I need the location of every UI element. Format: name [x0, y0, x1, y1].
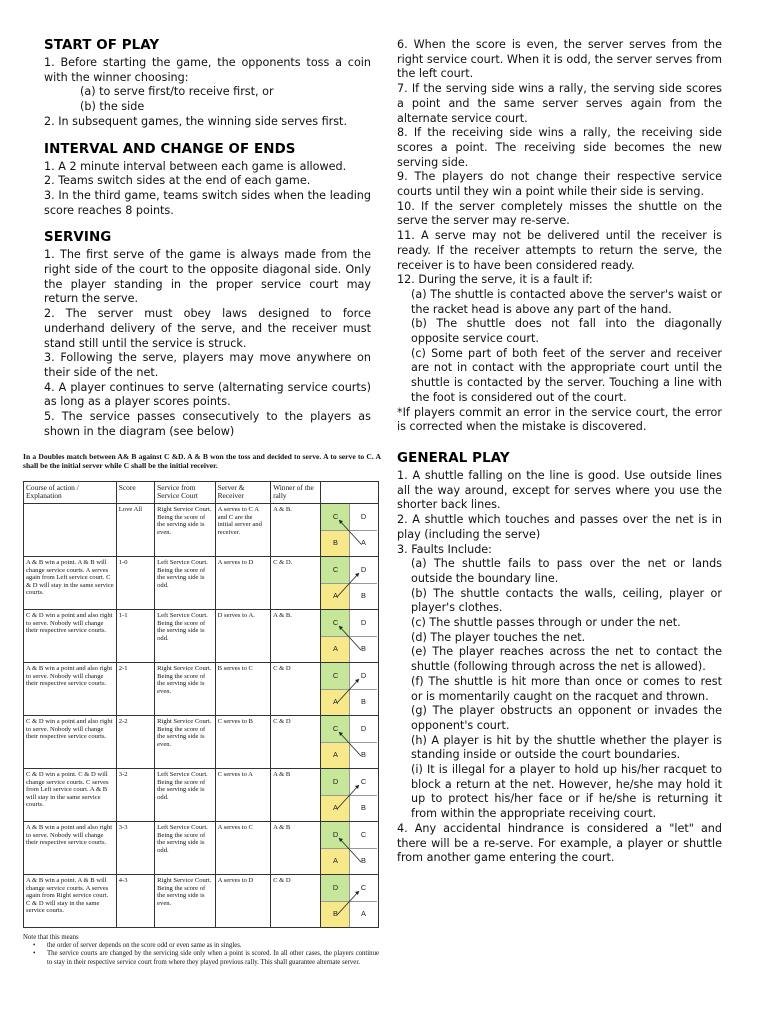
cell-service: Right Service Court. Being the score of the serving side is even. [155, 716, 216, 769]
general-fault: (b) The shuttle contacts the walls, ceiling, player or player's clothes. [411, 586, 722, 615]
court-diagram [321, 716, 379, 769]
court-diagram [321, 822, 379, 875]
cell-action: A & B win a point. A & B will change service courts. A serves again from Left service court. C & D will stay in the same service courts. [24, 557, 117, 610]
cell-winner: A & B [271, 822, 321, 875]
serving-line: 5. The service passes consecutively to the players as shown in the diagram (see below) [44, 410, 371, 438]
serving-line: 4. A player continues to serve (alternating service courts) as long as a player scores points. [44, 380, 371, 409]
serving-line: 8. If the receiving side wins a rally, the receiving side scores a point. The receiving side becomes the new serving side. [397, 126, 722, 169]
serving-line: 10. If the server completely misses the shuttle on the serve the server may re-serve. [397, 199, 722, 228]
header-score: Score [116, 481, 154, 503]
table-row [24, 610, 379, 663]
general-line: 4. Any accidental hindrance is considered a "let" and there will be a re-serve. For example, a player or shuttle from another game entering the court. [397, 821, 722, 865]
serving-line: 2. The server must obey laws designed to force underhand delivery of the serve, and the receiver must stand still until the service is struck. [44, 307, 371, 350]
header-server: Server & Receiver [215, 481, 270, 503]
note-item: • the order of server depends on the score odd or even same as in singles. [33, 942, 379, 950]
serving-line: 6. When the score is even, the server serves from the right service court. When it is odd, the server serves from the left court. [397, 38, 722, 81]
cell-service: Left Service Court. Being the score of the serving side is odd. [155, 557, 216, 610]
court-player-tr: C [349, 875, 377, 901]
serve-arrow-icon [321, 875, 377, 927]
court-player-tl: D [321, 822, 349, 848]
service-rotation-diagram [23, 452, 383, 967]
court-diagram [321, 557, 379, 610]
serve-fault: (a) The shuttle is contacted above the server's waist or the racket head is above any part of the hand. [411, 287, 722, 316]
court-player-tl: D [321, 769, 349, 795]
court-player-tl: C [321, 716, 349, 742]
serve-arrow-icon [321, 504, 377, 556]
cell-service: Right Service Court. Being the score of the serving side is even. [155, 663, 216, 716]
general-fault: (f) The shuttle is hit more than once or comes to rest or is momentarily caught on the racquet and thrown. [411, 674, 722, 703]
cell-service: Left Service Court. Being the score of the serving side is odd. [155, 610, 216, 663]
court-player-tl: C [321, 610, 349, 636]
court-player-br: A [349, 530, 377, 556]
serving-heading: SERVING [44, 230, 112, 246]
court-player-tr: D [349, 504, 377, 530]
general-fault: (a) The shuttle fails to pass over the net or lands outside the boundary line. [411, 557, 722, 585]
cell-score: 2-1 [116, 663, 154, 716]
cell-server: C serves to B [215, 716, 270, 769]
cell-service: Right Service Court. Being the score of the serving side is even. [155, 875, 216, 928]
court-diagram [321, 769, 379, 822]
court-player-bl: A [321, 742, 349, 768]
cell-action: C & D win a point and also right to serve. Nobody will change their respective service courts. [24, 716, 117, 769]
cell-service: Left Service Court. Being the score of the serving side is odd. [155, 822, 216, 875]
general-fault: (c) The shuttle passes through or under the net. [411, 616, 681, 630]
serve-arrow-icon [321, 663, 377, 715]
cell-score: Love All [116, 504, 154, 557]
court-player-bl: A [321, 848, 349, 874]
court-player-br: B [349, 742, 377, 768]
court-player-bl: B [321, 901, 349, 927]
serve-arrow-icon [321, 822, 377, 874]
cell-winner: C & D [271, 663, 321, 716]
cell-server: A serves to D [215, 875, 270, 928]
court-player-bl: A [321, 636, 349, 662]
cell-winner: A & B. [271, 504, 321, 557]
diagram-caption: In a Doubles match between A& B against C &D. A & B won the toss and decided to serve. A to serve to C. A shall be the initial server while C shall be the initial receiver. [23, 452, 381, 471]
court-player-tr: C [349, 769, 377, 795]
start-of-play-heading: START OF PLAY [44, 38, 160, 53]
cell-service: Left Service Court. Being the score of the serving side is odd. [155, 769, 216, 822]
interval-line: 1. A 2 minute interval between each game is allowed. [44, 159, 347, 173]
cell-server: A serves to C A and C are the initial server and receiver. [215, 504, 270, 557]
interval-line: 3. In the third game, teams switch sides when the leading score reaches 8 points. [44, 188, 371, 217]
court-player-br: A [349, 901, 377, 927]
serving-line: 3. Following the serve, players may move anywhere on their side of the net. [44, 351, 371, 379]
cell-score: 3-3 [116, 822, 154, 875]
serving-line: 7. If the serving side wins a rally, the serving side scores a point and the same server serves again from the alternate service court. [397, 82, 722, 125]
court-player-tr: D [349, 716, 377, 742]
cell-action: A & B win a point and also right to serve. Nobody will change their respective service courts. [24, 822, 117, 875]
cell-action: C & D win a point. C & D will change service courts. C serves from Left service court. A & B will stay in the same service courts. [24, 769, 117, 822]
header-court [321, 481, 379, 503]
note-title: Note that this means [23, 934, 79, 941]
general-play-heading: GENERAL PLAY [397, 450, 510, 466]
diagram-notes [23, 934, 379, 967]
table-row [24, 557, 379, 610]
court-player-br: B [349, 795, 377, 821]
cell-winner: A & B. [271, 610, 321, 663]
cell-winner: C & D [271, 716, 321, 769]
cell-server: C serves to A [215, 769, 270, 822]
interval-heading: INTERVAL AND CHANGE OF ENDS [44, 141, 296, 157]
cell-action: A & B win a point and also right to serve. Nobody will change their respective service courts. [24, 663, 117, 716]
service-rotation-table [23, 481, 379, 928]
serving-line: 12. During the serve, it is a fault if: [397, 273, 593, 287]
table-header-row [24, 481, 379, 503]
cell-server: A serves to C [215, 822, 270, 875]
table-row [24, 822, 379, 875]
court-diagram [321, 610, 379, 663]
general-fault: (e) The player reaches across the net to contact the shuttle (following through across the net is allowed). [411, 645, 722, 674]
interval-line: 2. Teams switch sides at the end of each game. [44, 174, 311, 188]
right-column [397, 38, 722, 866]
court-player-bl: A [321, 689, 349, 715]
court-player-bl: A [321, 583, 349, 609]
cell-score: 1-0 [116, 557, 154, 610]
table-row [24, 504, 379, 557]
cell-winner: C & D. [271, 557, 321, 610]
serve-fault: (c) Some part of both feet of the server and receiver are not in contact with the appropriate court until the shuttle is contacted by the server. Touching a line with the foot is considered out of the court. [411, 346, 722, 404]
court-player-tl: D [321, 875, 349, 901]
start-line: 1. Before starting the game, the opponents toss a coin with the winner choosing: [44, 56, 371, 84]
header-service: Service from Service Court [155, 481, 216, 503]
cell-server: A serves to D [215, 557, 270, 610]
serving-line: 1. The first serve of the game is always made from the right side of the court to the opposite diagonal side. Only the player standing in the proper service court may return the serve. [44, 248, 371, 306]
table-row [24, 769, 379, 822]
table-row [24, 716, 379, 769]
general-line: 3. Faults Include: [397, 542, 492, 556]
start-line: (a) to serve first/to receive first, or [80, 85, 274, 99]
cell-action: C & D win a point and also right to serve. Nobody will change their respective service courts. [24, 610, 117, 663]
court-player-tl: C [321, 663, 349, 689]
serve-fault: (b) The shuttle does not fall into the diagonally opposite service court. [411, 317, 722, 346]
cell-action [24, 504, 117, 557]
court-diagram [321, 504, 379, 557]
court-player-br: B [349, 583, 377, 609]
court-diagram [321, 663, 379, 716]
general-fault: (d) The player touches the net. [411, 630, 586, 644]
cell-winner: A & B [271, 769, 321, 822]
court-player-tl: C [321, 504, 349, 530]
left-column [44, 38, 371, 439]
header-winner: Winner of the rally [271, 481, 321, 503]
serve-arrow-icon [321, 557, 377, 609]
serve-arrow-icon [321, 769, 377, 821]
court-player-br: B [349, 848, 377, 874]
general-fault: (h) A player is hit by the shuttle whether the player is standing inside or outside the court boundaries. [411, 733, 722, 762]
court-player-tr: C [349, 822, 377, 848]
court-player-tr: D [349, 610, 377, 636]
court-player-bl: B [321, 530, 349, 556]
start-line: 2. In subsequent games, the winning side serves first. [44, 114, 348, 128]
cell-winner: C & D [271, 875, 321, 928]
cell-score: 2-2 [116, 716, 154, 769]
serving-line: 11. A serve may not be delivered until the receiver is ready. If the receiver attempts to return the serve, the receiver is to have been considered ready. [397, 229, 722, 272]
cell-server: D serves to A. [215, 610, 270, 663]
serving-line: 9. The players do not change their respective service courts until they win a point while their side is serving. [397, 170, 722, 199]
court-player-tl: C [321, 557, 349, 583]
cell-score: 1-1 [116, 610, 154, 663]
general-fault: (g) The player obstructs an opponent or invades the opponent's court. [411, 704, 722, 732]
court-player-tr: D [349, 557, 377, 583]
header-action: Course of action / Explanation [24, 481, 117, 503]
court-player-bl: A [321, 795, 349, 821]
general-fault: (i) It is illegal for a player to hold up his/her racquet to block a return at the net. However, he/she may hold it up to protect his/her face or if he/she is returning it from within the appropriate receiving court. [411, 763, 722, 821]
court-player-tr: D [349, 663, 377, 689]
table-row [24, 875, 379, 928]
cell-score: 4-3 [116, 875, 154, 928]
serve-note: *If players commit an error in the service court, the error is corrected when the mistake is discovered. [397, 405, 722, 434]
serve-arrow-icon [321, 610, 377, 662]
note-item: • The service courts are changed by the servicing side only when a point is scored. In all other cases, the players continue to stay in their respective service court from where they played previous rally. This shall guarantee alternate server. [33, 950, 379, 966]
cell-score: 3-2 [116, 769, 154, 822]
court-diagram [321, 875, 379, 928]
cell-action: A & B win a point. A & B will change service courts. A serves again from Right service court. C & D will stay in the same service courts. [24, 875, 117, 928]
serve-arrow-icon [321, 716, 377, 768]
cell-service: Right Service Court. Being the score of the serving side is even. [155, 504, 216, 557]
court-player-br: B [349, 689, 377, 715]
table-row [24, 663, 379, 716]
start-line: (b) the side [80, 100, 145, 114]
general-line: 1. A shuttle falling on the line is good. Use outside lines all the way around, except for serves where you use the shorter back lines. [397, 468, 722, 512]
court-player-br: B [349, 636, 377, 662]
general-line: 2. A shuttle which touches and passes over the net is in play (including the serve) [397, 513, 722, 541]
cell-server: B serves to C [215, 663, 270, 716]
